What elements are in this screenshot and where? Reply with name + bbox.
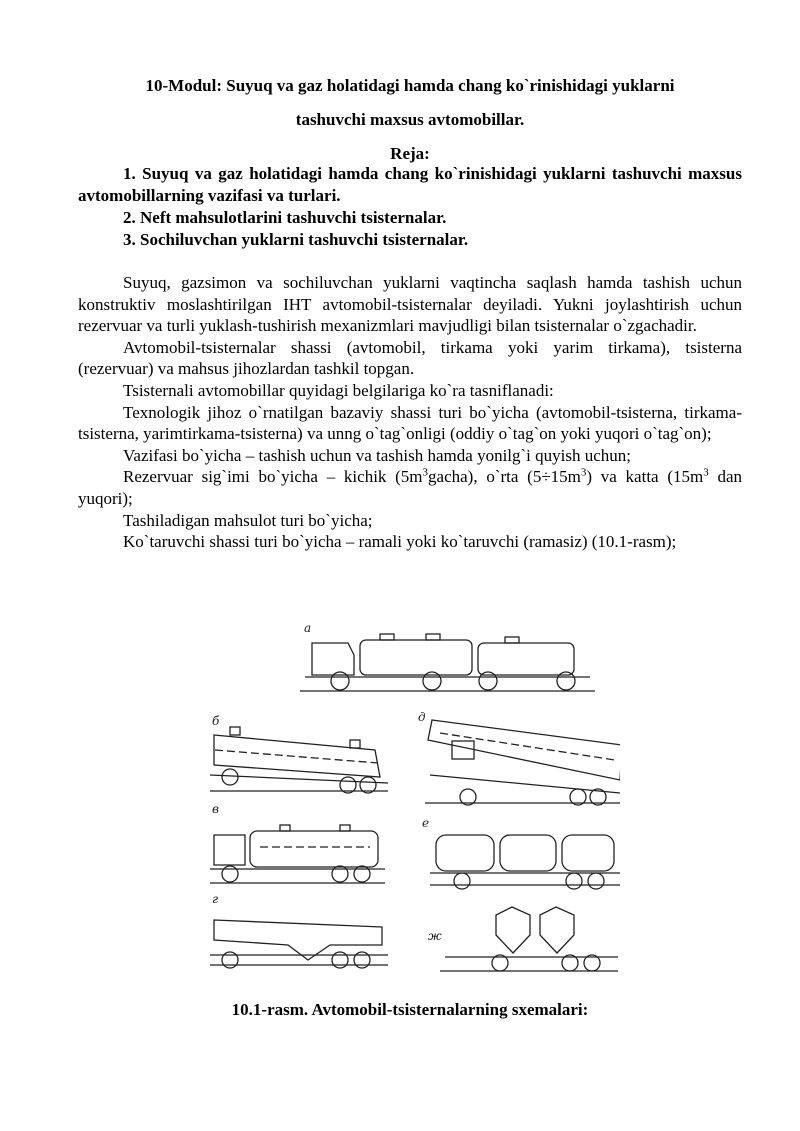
p6-part-c: ) va katta (15m [586, 467, 704, 487]
label-d: д [418, 710, 426, 724]
paragraph-1: Suyuq, gazsimon va sochiluvchan yuklarni vaqtincha saqlash hamda tashish uchun konstruktiv moslashtirilgan IHT avtomobil-tsisternalar deyiladi. Yukni joylashtirish uchun rezervuar va turli yuklash-tushirish mexanizmlari mavjudligi bilan tsisternalar o`zgachadir. [78, 273, 742, 336]
plan-item-1: 1. Suyuq va gaz holatidagi hamda chang ko`rinishidagi yuklarni tashuvchi maxsus avtomobillarning vazifasi va turlari. [78, 164, 742, 205]
label-e: e [422, 816, 430, 830]
plan-item-2: 2. Neft mahsulotlarini tashuvchi tsisternalar. [123, 208, 447, 227]
paragraph-7: Tashiladigan mahsulot turi bo`yicha; [123, 510, 373, 530]
label-v: в [212, 802, 219, 816]
p6-sup-3: 3 [703, 466, 709, 479]
plan-list [78, 163, 742, 251]
module-title-line-2: tashuvchi maxsus avtomobillar. [295, 110, 525, 129]
scheme-zh-bulk-tanker [440, 907, 618, 971]
plan-item-3: 3. Sochiluvchan yuklarni tashuvchi tsisternalar. [123, 230, 469, 249]
paragraph-8: Ko`taruvchi shassi turi bo`yicha – ramali yoki ko`taruvchi (ramasiz) (10.1-rasm); [123, 532, 677, 552]
label-a: a [304, 621, 312, 635]
plan-title: Reja: [390, 144, 430, 163]
paragraph-6 [78, 466, 742, 509]
p6-part-a: Rezervuar sig`imi bo`yicha – kichik (5m [123, 467, 423, 487]
scheme-e-multitank-trailer [430, 835, 620, 889]
scheme-v-rigid-tanker [210, 825, 385, 883]
paragraph-3: Tsisternali avtomobillar quyidagi belgilariga ko`ra tasniflanadi: [123, 380, 554, 400]
tanker-schemes-drawing [200, 615, 620, 1000]
tanker-schemes-figure [200, 615, 620, 1000]
scheme-g-lowbed-tanker [210, 920, 388, 968]
label-b: б [212, 714, 220, 728]
scheme-a-truck-trailer-tanker [300, 634, 595, 691]
p6-part-b: gacha), o`rta (5÷15m [428, 467, 581, 487]
p6-sup-2: 3 [580, 466, 587, 479]
p6-sup-1: 3 [422, 466, 429, 479]
paragraph-4: Texnologik jihoz o`rnatilgan bazaviy shassi turi bo`yicha (avtomobil-tsisterna, tirkama-tsisterna, yarimtirkama-tsisterna) va unng o`tag`onligi (oddiy o`tag`on yoki yuqori o`tag`on); [78, 402, 742, 444]
label-zh: ж [428, 929, 442, 943]
figure-caption: 10.1-rasm. Avtomobil-tsisternalarning sxemalari: [231, 1000, 589, 1019]
body-text [78, 272, 742, 553]
scheme-d-tilting-tanker [425, 720, 620, 805]
paragraph-2: Avtomobil-tsisternalar shassi (avtomobil, tirkama yoki yarim tirkama), tsisterna (rezervuar) va mahsus jihozlardan tashkil topgan. [78, 337, 742, 379]
p6-part-d: dan yuqori); [78, 467, 742, 508]
paragraph-5: Vazifasi bo`yicha – tashish uchun va tashish hamda yonilg`i quyish uchun; [123, 445, 632, 465]
scheme-b-semitrailer-tanker [210, 727, 388, 793]
module-title-line-1: 10-Modul: Suyuq va gaz holatidagi hamda chang ko`rinishidagi yuklarni [145, 76, 675, 95]
label-g: г [212, 892, 219, 906]
